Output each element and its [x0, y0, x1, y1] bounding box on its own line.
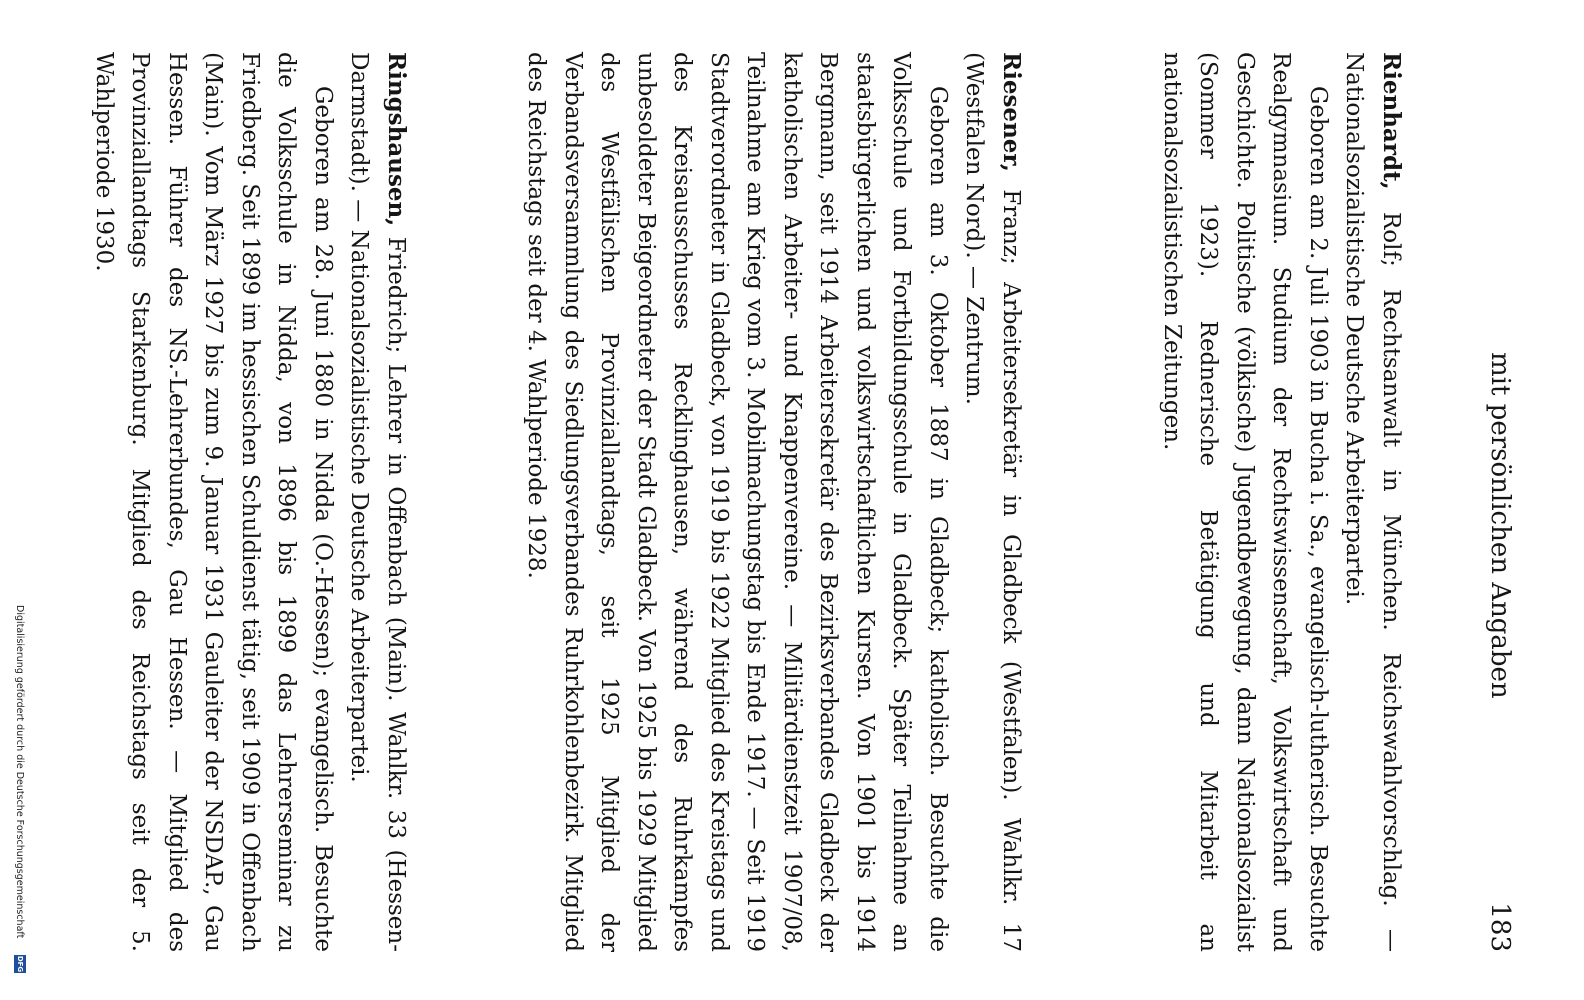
entry-name: Rienhardt, — [1378, 52, 1405, 190]
dfg-logo: DFG — [16, 955, 24, 973]
entry-heading — [1336, 52, 1409, 952]
entry-name: Ringshausen, — [383, 52, 410, 227]
biography-entry — [86, 52, 415, 952]
running-title: mit persönlichen Angaben — [1485, 352, 1515, 699]
page-number: 183 — [1485, 902, 1515, 952]
entry-body: Geboren am 28. Juni 1880 in Nidda (O.-Hessen); evangelisch. Besuchte die Volksschule in Nidda, von 1896 bis 1899 das Lehrerseminar zu Friedberg. Seit 1899 im hessischen Schuldienst tätig, seit 1909 in Offenbach (Main). Vom März 1927 bis zum 9. Januar 1931 Gauleiter der NSDAP., Gau Hessen. Führer des NS.-Lehrerbundes, Gau Hessen. — Mitglied des Provinziallandtags Starkenburg. Mitglied des Reichstags seit der 5. Wahlperiode 1930. — [91, 52, 336, 952]
running-header — [1469, 52, 1529, 952]
entry-heading — [341, 52, 414, 952]
entry-body: Geboren am 2. Juli 1903 in Bucha i. Sa., evangelisch-lutherisch. Besuchte Realgymnasium. Studium der Rechtswissenschaft, Volkswirtschaft und Geschichte. Politische (völkische) Jugendbewegung, dann Nationalsozialist (Sommer 1923). Rednerische Betätigung und Mitarbeit an nationalsozialistischen Zeitungen. — [1159, 52, 1331, 952]
entry-name: Riesener, — [998, 52, 1025, 172]
digitization-credit: Digitalisierung gefördert durch die Deutsche Forschungsgemeinschaft — [14, 605, 25, 939]
biography-entry — [518, 52, 1029, 952]
entry-heading — [956, 52, 1029, 952]
entry-heading-text: Franz; Arbeitersekretär in Gladbeck (Westfalen). Wahlkr. 17 (Westfalen Nord). — Zentrum. — [961, 52, 1024, 952]
entry-body: Geboren am 3. Oktober 1887 in Gladbeck; katholisch. Besuchte die Volksschule und Fortbildungsschule in Gladbeck. Später Teilnahme an staatsbürgerlichen und volkswirtschaftlichen Kursen. Von 1901 bis 1914 Bergmann, seit 1914 Arbeitersekretär des Bezirksverbandes Gladbeck der katholischen Arbeiter- und Knappenvereine. — Militärdienstzeit 1907/08, Teilnahme am Krieg vom 3. Mobilmachungstag bis Ende 1917. — Seit 1919 Stadtverordneter in Gladbeck, von 1919 bis 1922 Mitglied des Kreistags und des Kreisausschusses Recklinghausen, während des Ruhrkampfes unbesoldeter Beigeordneter der Stadt Gladbeck. Von 1925 bis 1929 Mitglied des Westfälischen Provinziallandtags, seit 1925 Mitglied der Verbandsversammlung des Siedlungsverbandes Ruhrkohlenbezirk. Mitglied des Reichstags seit der 4. Wahlperiode 1928. — [523, 52, 951, 952]
biography-entry — [1154, 52, 1410, 952]
entry-heading-text: Friedrich; Lehrer in Offenbach (Main). Wahlkr. 33 (Hessen-Darmstadt). — Nationalsozialistische Deutsche Arbeiterpartei. — [346, 52, 409, 952]
entry-heading-text: Rolf; Rechtsanwalt in München. Reichswahlvorschlag. — Nationalsozialistische Deutsche Arbeiterpartei. — [1341, 52, 1404, 953]
